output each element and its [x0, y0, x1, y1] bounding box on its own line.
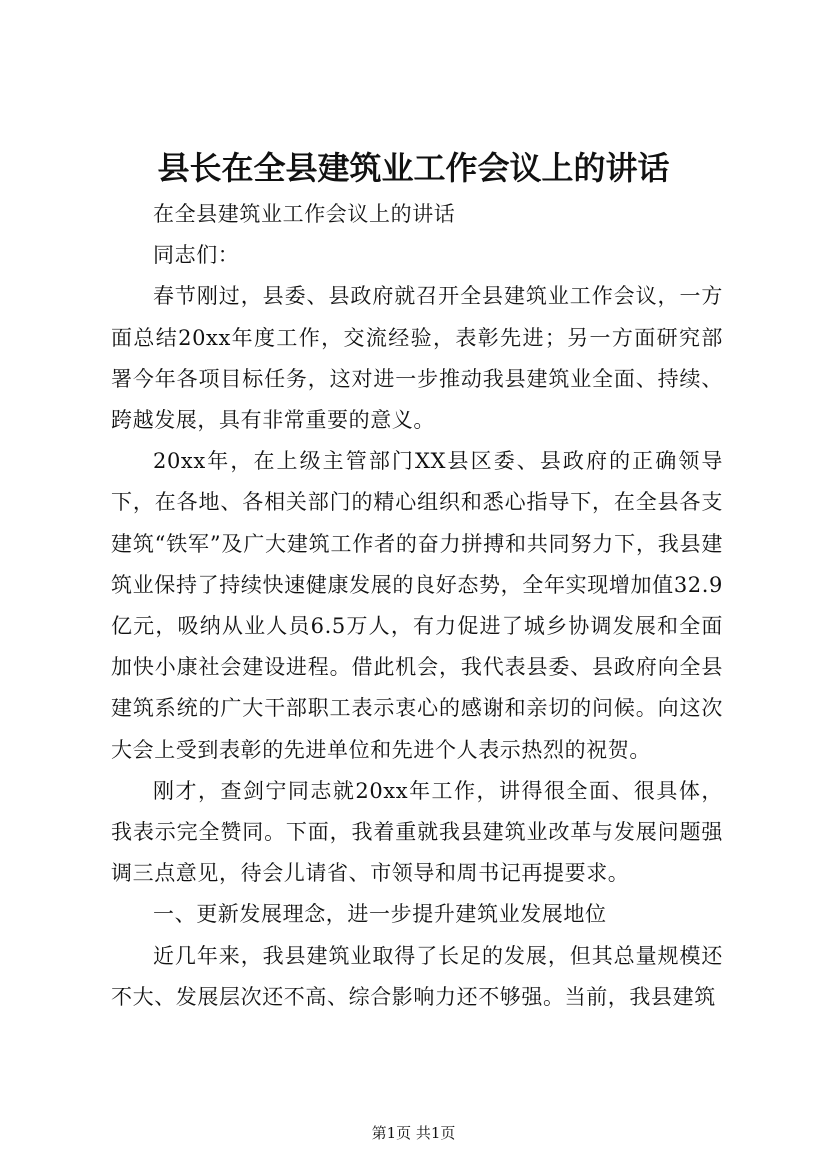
- section-heading: 一、更新发展理念，进一步提升建筑业发展地位: [153, 902, 607, 927]
- subtitle-paragraph: 在全县建筑业工作会议上的讲话: [153, 202, 456, 226]
- document-title: 县长在全县建筑业工作会议上的讲话: [157, 149, 670, 187]
- salutation-paragraph: 同志们：: [153, 243, 240, 268]
- page-footer: 第1页 共1页: [371, 1124, 456, 1142]
- body-paragraph: 刚才，查剑宁同志就20xx年工作，讲得很全面、很具体，我表示完全赞同。下面，我着重就我县建筑业改革与发展问题强调三点意见，待会儿请省、市领导和周书记再提要求。: [111, 778, 723, 886]
- body-paragraph: 春节刚过，县委、县政府就召开全县建筑业工作会议，一方面总结20xx年度工作，交流经验，表彰先进；另一方面研究部署今年各项目标任务，这对进一步推动我县建筑业全面、持续、跨越发展，具有非常重要的意义。: [111, 284, 723, 433]
- body-paragraph: 20xx年，在上级主管部门XX县区委、县政府的正确领导下，在各地、各相关部门的精心组织和悉心指导下，在全县各支建筑“铁军”及广大建筑工作者的奋力拼搏和共同努力下，我县建筑业保持了持续快速健康发展的良好态势，全年实现增加值32.9亿元，吸纳从业人员6.5万人，有力促进了城乡协调发展和全面加快小康社会建设进程。借此机会，我代表县委、县政府向全县建筑系统的广大干部职工表示衷心的感谢和亲切的问候。向这次大会上受到表彰的先进单位和先进个人表示热烈的祝贺。: [111, 449, 723, 762]
- document-body: [111, 194, 723, 1018]
- body-paragraph: 近几年来，我县建筑业取得了长足的发展，但其总量规模还不大、发展层次还不高、综合影响力还不够强。当前，我县建筑: [111, 943, 723, 1009]
